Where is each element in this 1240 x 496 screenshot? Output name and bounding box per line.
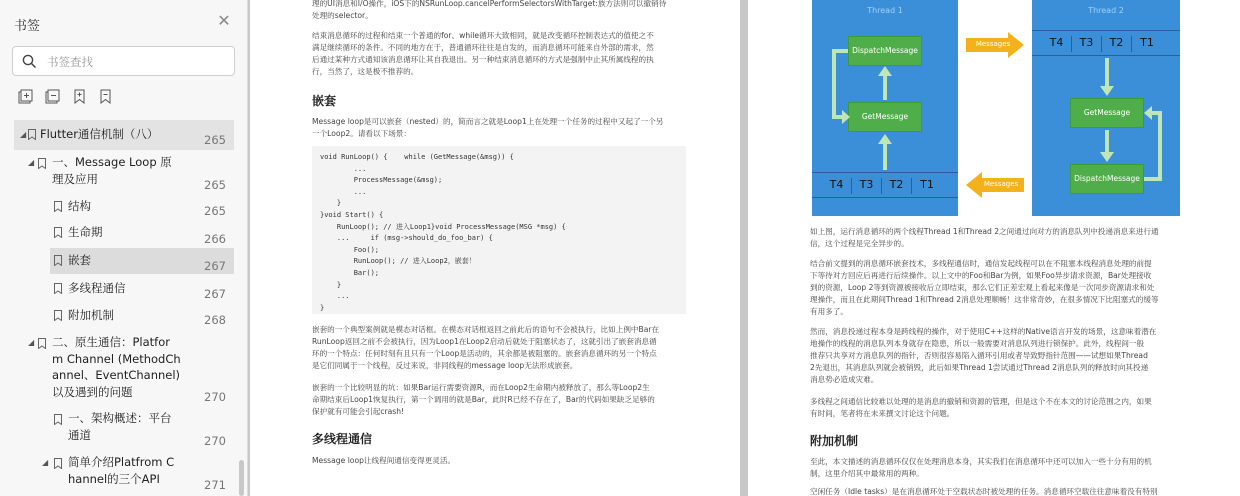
bookmark-label: 简单介绍Platfrom C: [68, 455, 175, 469]
pdf-page-left: [250, 0, 740, 496]
queue-cell: T4: [822, 178, 852, 194]
bookmark-search-box: [12, 46, 235, 76]
collapse-arrow-icon[interactable]: ◢: [20, 130, 27, 139]
bookmark-search-input[interactable]: [47, 53, 227, 70]
paragraph: 结合前文提到的消息循环嵌套技术，多线程通信时，通信发起线程可以在不阻塞本线程消息处理的前提 下等待对方回应后再进行后续操作。以上文中的Foo和Bar为例，如果Foo异步请求资源，Bar处理接收 到的资源，Loop 2等到资源被接收后立即结束，那么它们正差宏观上看起来像是一次同步资源请求和处 理操作，而且在此期间Thread 1和Thread 2消息处理顺畅！这非常奇妙，在很多情况下比阻塞式的缓等 有用多了。: [810, 259, 1159, 316]
bookmark-label: 附加机制: [68, 308, 114, 322]
bookmark-item-selected[interactable]: [50, 248, 234, 274]
close-icon[interactable]: ✕: [217, 11, 231, 30]
section-heading: 嵌套: [312, 94, 337, 108]
collapse-arrow-icon[interactable]: ◢: [28, 338, 35, 347]
messages-label-top: Messages: [975, 40, 1011, 48]
thread1-box: [812, 0, 958, 216]
thread1-queue: [812, 172, 958, 198]
thread2-box: [1032, 0, 1180, 216]
thread1-label: Thread 1: [867, 6, 903, 15]
paragraph: 嵌套的一个典型案例就是模态对话框。在模态对话框返回之前此后的语句不会被执行，比如上例中Bar在 RunLoop返回之前不会被执行，因为Loop1在Loop2启动后就处于阻塞状态了，这就引出了嵌套消息循 环的一个特点：任何时刻有且只有一个Loop是活动的，其余都是被阻塞的。嵌套消息循环的另一个特点 是它们同属于一个线程，反过来说，非同线程的message loop无法形成嵌套。: [312, 325, 660, 370]
bookmark-label: hannel的三个API: [68, 472, 160, 486]
queue-cell: T1: [1140, 36, 1154, 49]
paragraph: 至此，本文描述的消息循环仅仅在处理消息本身，其实我们在消息循环中还可以加入一些十分有用的机 制，这里介绍其中最常用的两种。: [810, 457, 1152, 478]
bookmark-sidebar: [0, 0, 248, 496]
sidebar-header: [0, 0, 248, 44]
paragraph: 空闲任务（Idle tasks）是在消息循环处于空载状态时被处理的任务。消息循环空载往往意味着没有特别: [810, 487, 1158, 496]
bookmark-icon: [54, 310, 62, 321]
queue-cell: T2: [1102, 36, 1132, 52]
collapse-all-icon[interactable]: [45, 89, 60, 104]
bookmark-page: 267: [204, 287, 226, 301]
bookmark-outline-icon[interactable]: [98, 89, 113, 104]
code-text: void RunLoop() { while (GetMessage(&msg)) { ... ProcessMessage(&msg); ... } }void Start() { RunLoop(); // 进入Loop1}void ProcessMessage(MSG *msg) { ... if (msg->should_do_foo_bar) { Foo(); RunLoop(); // 进入Loop2，嵌套！ Bar(); } ... }: [320, 153, 566, 312]
collapse-arrow-icon[interactable]: ◢: [42, 458, 49, 467]
bookmark-label: 一、架构概述：平台: [68, 411, 172, 425]
bookmark-label: annel、EventChannel): [52, 368, 181, 382]
bookmark-icon: [38, 158, 46, 169]
collapse-arrow-icon[interactable]: ◢: [28, 158, 35, 167]
bookmark-label: 嵌套: [68, 253, 91, 267]
bookmark-label: 理及应用: [52, 172, 98, 186]
bookmark-item[interactable]: [0, 305, 236, 329]
bookmark-page: 270: [204, 434, 226, 448]
get-message-box: GetMessage: [848, 102, 922, 132]
bookmark-page: 267: [204, 259, 226, 273]
bookmark-label: m Channel (MethodCh: [52, 352, 181, 366]
dispatch-message-box: DispatchMessage: [848, 36, 922, 66]
search-icon: [22, 54, 37, 69]
paragraph: Message loop是可以嵌套（nested）的，简而言之就是Loop1上在处理一个任务的过程中又起了一个另 一个Loop2。请看以下场景：: [312, 117, 664, 138]
paragraph: 结束消息循环的过程和结束一个普通的for、while循环大致相同，就是改变循环控制表达式的值使之不 满足继续循环的条件。不同的地方在于，普通循环往往是自发的，而消息循环可能来自外部的需求，然 后通过某种方式通知该消息循环让其自我退出。另一种结束消息循环的方式是强制中止其所属线程的执 行，当然了，这是极不推荐的。: [312, 31, 654, 76]
bookmark-icon: [38, 338, 46, 349]
expand-all-icon[interactable]: [18, 89, 33, 104]
sidebar-title: 书签: [14, 19, 41, 34]
bookmark-item[interactable]: [0, 334, 236, 406]
paragraph: 嵌套的一个比较明显的坑：如果Bar运行需要资源R，而在Loop2生命期内被释放了，那么等Loop2生 命期结束后Loop1恢复执行，第一个调用的就是Bar，此时R已经不存在了，Bar的代码如果缺乏足够的 保护就有可能会引起crash!: [312, 383, 655, 416]
paragraph: 如上图，运行消息循环的两个线程Thread 1和Thread 2之间通过向对方的消息队列中投递消息来进行通 信，这个过程是完全异步的。: [810, 227, 1159, 248]
bookmark-label: 以及遇到的问题: [52, 385, 133, 399]
bookmark-item[interactable]: [0, 196, 236, 220]
bookmark-page: 271: [204, 478, 226, 492]
bookmark-icon: [54, 255, 62, 266]
bookmark-item[interactable]: [0, 222, 236, 246]
bookmark-label: 结构: [68, 199, 91, 213]
queue-cell: T3: [852, 178, 882, 194]
bookmark-page: 268: [204, 313, 226, 327]
paragraph: 多线程之间通信比较难以处理的是消息的撤销和资源的管理，但是这个不在本文的讨论范围之内，如果 有时间，笔者将在未来撰文讨论这个问题。: [810, 397, 1152, 418]
queue-cell: T2: [882, 178, 912, 194]
bookmark-page: 265: [204, 178, 226, 192]
bookmark-page: 265: [204, 204, 226, 218]
get-message-box: GetMessage: [1070, 98, 1144, 128]
queue-cell: T4: [1042, 36, 1072, 52]
bookmark-icon: [54, 458, 62, 469]
thread-diagram: [812, 0, 1182, 218]
bookmark-label: 生命期: [68, 225, 103, 239]
paragraph: 理的UI消息和I/O操作，iOS下的NSRunLoop.cancelPerformSelectorsWithTarget:族方法则可以撤销待 处理的selector。: [312, 0, 667, 20]
bookmark-icon: [54, 283, 62, 294]
code-block: [312, 146, 686, 314]
add-bookmark-icon[interactable]: [72, 89, 87, 104]
paragraph: 然而，消息投递过程本身是跨线程的操作，对于使用C++这样的Native语言开发的场景，这意味着潜在 地操作的线程的消息队列本身就存在隐患，所以一般需要对消息队列进行锁保护。此外，线程间一般 推荐只共享对方消息队列的指针，否则很容易陷入循环引用或者导致野指针范围——试想如果Thread 2先退出，其消息队列就会被销毁，此后如果Thread 1尝试通过Thread 2消息队列的释放时向其投递 消息势必造成灾难。: [810, 327, 1157, 384]
bookmark-icon: [54, 227, 62, 238]
bookmark-item[interactable]: [0, 454, 236, 494]
section-heading: 多线程通信: [312, 432, 373, 446]
bookmark-label: 一、Message Loop 原: [52, 155, 172, 169]
messages-label-bottom: Messages: [983, 180, 1019, 188]
thread2-label: Thread 2: [1088, 6, 1124, 15]
bookmark-label: 多线程通信: [68, 281, 126, 295]
bookmark-icon: [54, 414, 62, 425]
bookmark-item[interactable]: [0, 278, 236, 302]
pdf-page-right: [748, 0, 1240, 496]
bookmark-page: 265: [204, 133, 226, 147]
dispatch-message-box: DispatchMessage: [1070, 164, 1144, 194]
bookmark-page: 266: [204, 232, 226, 246]
bookmark-label: 二、原生通信：Platfor: [52, 335, 170, 349]
sidebar-scrollbar[interactable]: [239, 460, 244, 496]
paragraph: Message loop让线程间通信变得更灵活。: [312, 456, 456, 465]
bookmark-icon: [54, 201, 62, 212]
queue-cell: T3: [1072, 36, 1102, 52]
bookmark-item[interactable]: [0, 410, 236, 450]
thread2-flow-arrows: [1032, 0, 1180, 216]
section-heading: 附加机制: [810, 434, 859, 448]
queue-cell: T1: [920, 178, 934, 191]
bookmark-label: 通道: [68, 428, 91, 442]
bookmark-label: Flutter通信机制（八）: [40, 127, 159, 141]
bookmark-item[interactable]: [14, 120, 234, 150]
bookmark-item[interactable]: [0, 154, 236, 194]
bookmark-page: 270: [204, 390, 226, 404]
bookmark-icon: [28, 129, 36, 140]
